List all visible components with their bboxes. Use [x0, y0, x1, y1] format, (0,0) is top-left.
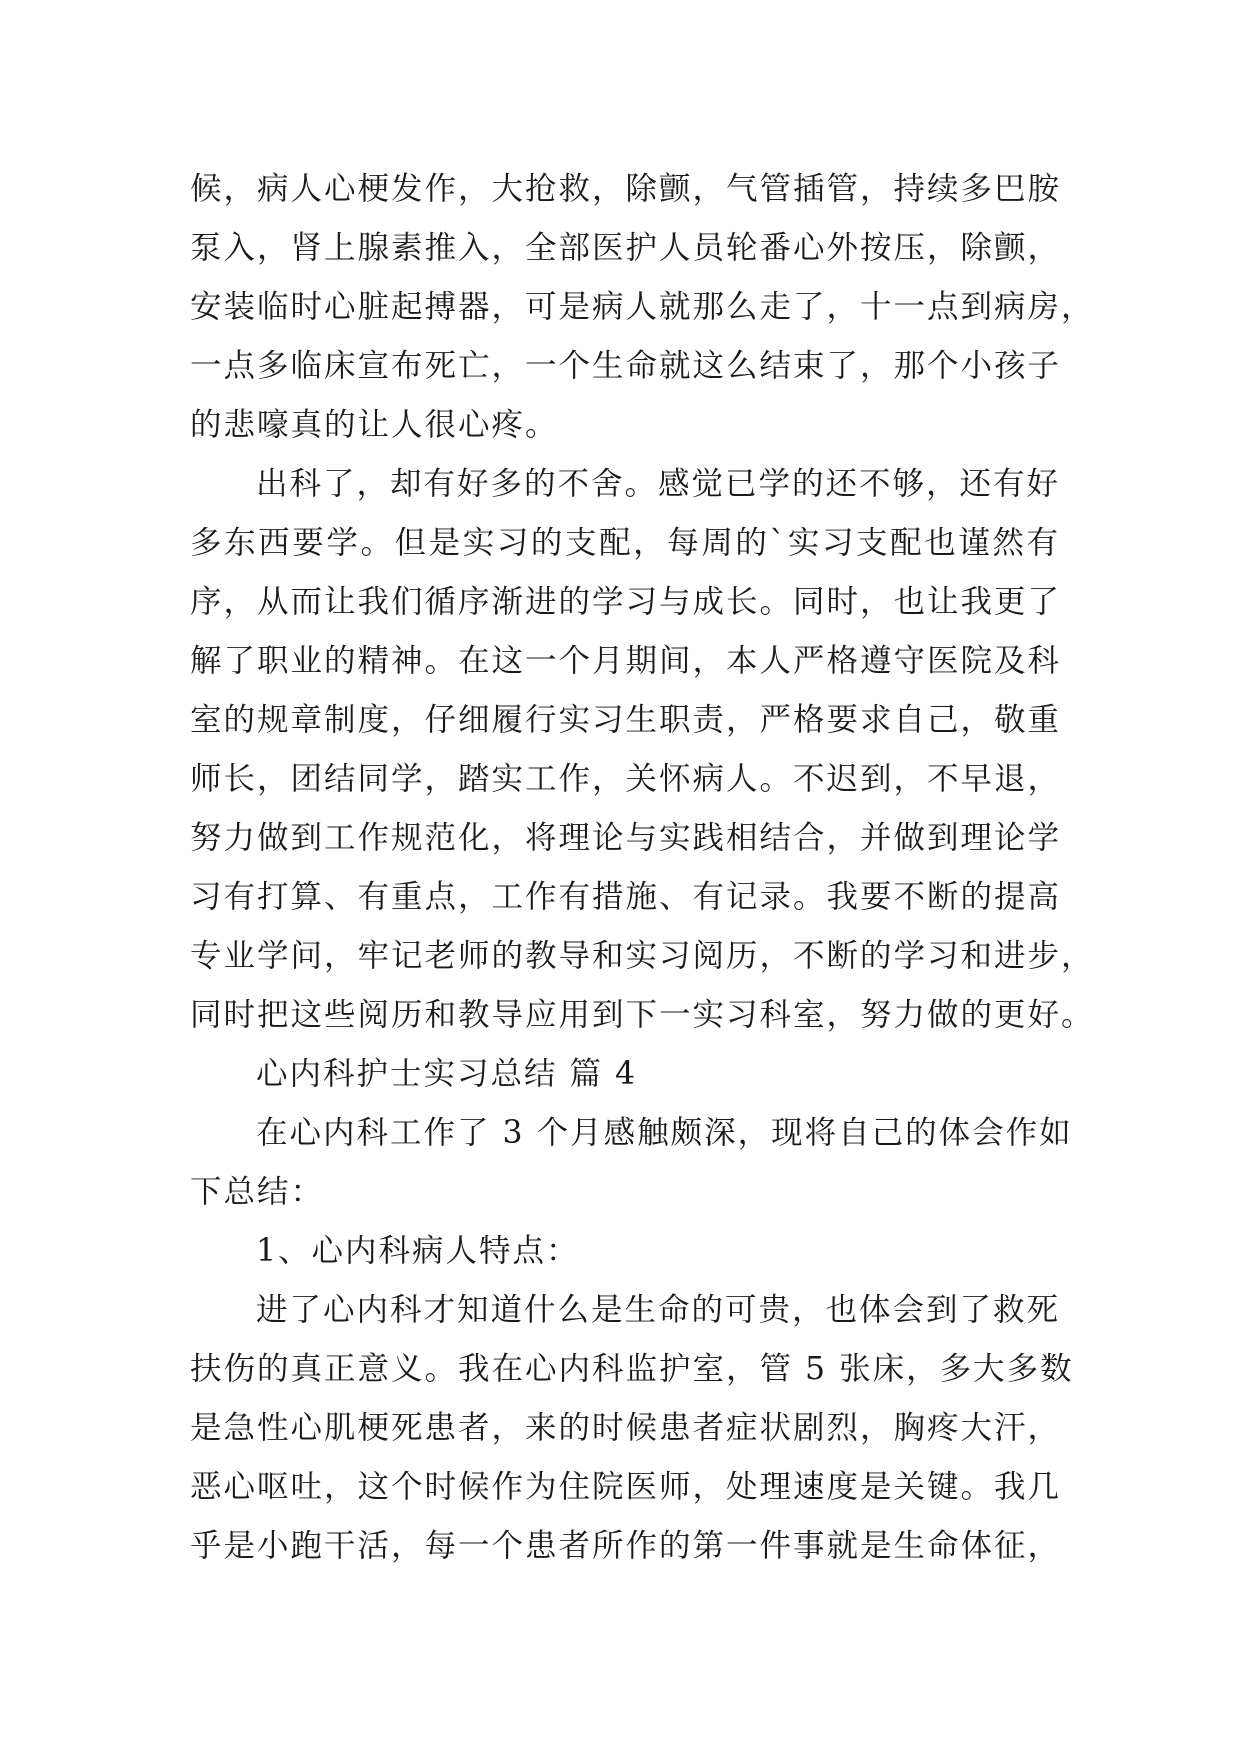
- text-line: 恶心呕吐，这个时候作为住院医师，处理速度是关键。我几: [190, 1469, 1062, 1505]
- text-line: 乎是小跑干活，每一个患者所作的第一件事就是生命体征，: [190, 1528, 1062, 1564]
- text-line: 的悲嚎真的让人很心疼。: [190, 407, 559, 443]
- text-line: 多东西要学。但是实习的支配，每周的`实习支配也谨然有: [190, 525, 1060, 561]
- text-line: 泵入，肾上腺素推入，全部医护人员轮番心外按压，除颤，: [190, 230, 1062, 266]
- text-line: 安装临时心脏起搏器，可是病人就那么走了，十一点到病房，: [190, 289, 1095, 325]
- text-line: 解了职业的精神。在这一个月期间，本人严格遵守医院及科: [190, 643, 1062, 679]
- text-line: 扶伤的真正意义。我在心内科监护室，管 5 张床，多大多数: [190, 1351, 1074, 1387]
- text-line: 1、心内科病人特点：: [256, 1233, 580, 1269]
- text-line: 专业学问，牢记老师的教导和实习阅历，不断的学习和进步，: [190, 938, 1095, 974]
- text-line: 候，病人心梗发作，大抢救，除颤，气管插管，持续多巴胺: [190, 171, 1062, 207]
- text-line: 一点多临床宣布死亡，一个生命就这么结束了，那个小孩子: [190, 348, 1062, 384]
- text-line: 下总结：: [190, 1174, 325, 1210]
- document-body: [190, 160, 1095, 1576]
- text-line: 在心内科工作了 3 个月感触颇深，现将自己的体会作如: [256, 1115, 1073, 1151]
- text-line: 出科了，却有好多的不舍。感觉已学的还不够，还有好: [256, 466, 1061, 502]
- text-line: 同时把这些阅历和教导应用到下一实习科室，努力做的更好。: [190, 997, 1095, 1033]
- text-line: 努力做到工作规范化，将理论与实践相结合，并做到理论学: [190, 820, 1062, 856]
- text-line: 师长，团结同学，踏实工作，关怀病人。不迟到，不早退，: [190, 761, 1062, 797]
- text-line: 心内科护士实习总结 篇 4: [256, 1056, 638, 1092]
- text-line: 习有打算、有重点，工作有措施、有记录。我要不断的提高: [190, 879, 1062, 915]
- text-line: 进了心内科才知道什么是生命的可贵，也体会到了救死: [256, 1292, 1061, 1328]
- text-line: 是急性心肌梗死患者，来的时候患者症状剧烈，胸疼大汗，: [190, 1410, 1062, 1446]
- text-line: 室的规章制度，仔细履行实习生职责，严格要求自己，敬重: [190, 702, 1062, 738]
- text-line: 序，从而让我们循序渐进的学习与成长。同时，也让我更了: [190, 584, 1062, 620]
